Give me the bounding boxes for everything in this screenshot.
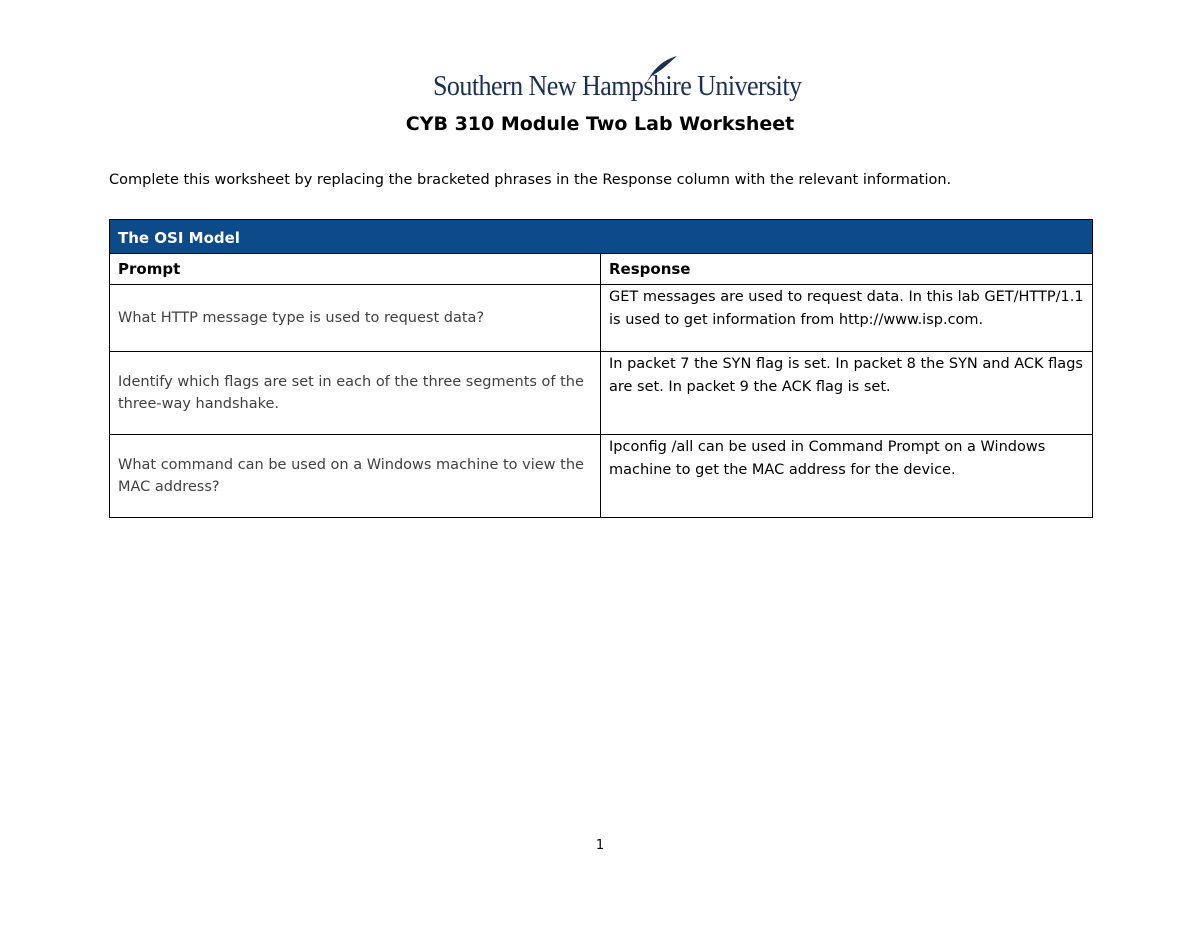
table-row <box>110 435 1093 518</box>
prompt-cell: What command can be used on a Windows machine to view the MAC address? <box>110 435 601 518</box>
page-title: CYB 310 Module Two Lab Worksheet <box>405 113 795 135</box>
worksheet-table <box>109 219 1093 518</box>
university-logo <box>433 55 802 105</box>
column-header-response: Response <box>601 254 1093 285</box>
prompt-cell: What HTTP message type is used to request data? <box>110 285 601 352</box>
table-row <box>110 285 1093 352</box>
logo-wordmark: Southern New Hampshire University <box>433 71 802 102</box>
column-header-prompt: Prompt <box>110 254 601 285</box>
response-cell[interactable]: Ipconfig /all can be used in Command Prompt on a Windows machine to get the MAC address for the device. <box>601 435 1093 518</box>
prompt-cell: Identify which flags are set in each of the three segments of the three-way handshake. <box>110 352 601 435</box>
section-header: The OSI Model <box>110 220 1093 254</box>
response-cell[interactable]: GET messages are used to request data. In this lab GET/HTTP/1.1 is used to get information from http://www.isp.com. <box>601 285 1093 352</box>
instructions-text: Complete this worksheet by replacing the bracketed phrases in the Response column with the relevant information. <box>109 172 952 188</box>
page-number: 1 <box>595 838 605 853</box>
response-cell[interactable]: In packet 7 the SYN flag is set. In packet 8 the SYN and ACK flags are set. In packet 9 the ACK flag is set. <box>601 352 1093 435</box>
table-row <box>110 352 1093 435</box>
